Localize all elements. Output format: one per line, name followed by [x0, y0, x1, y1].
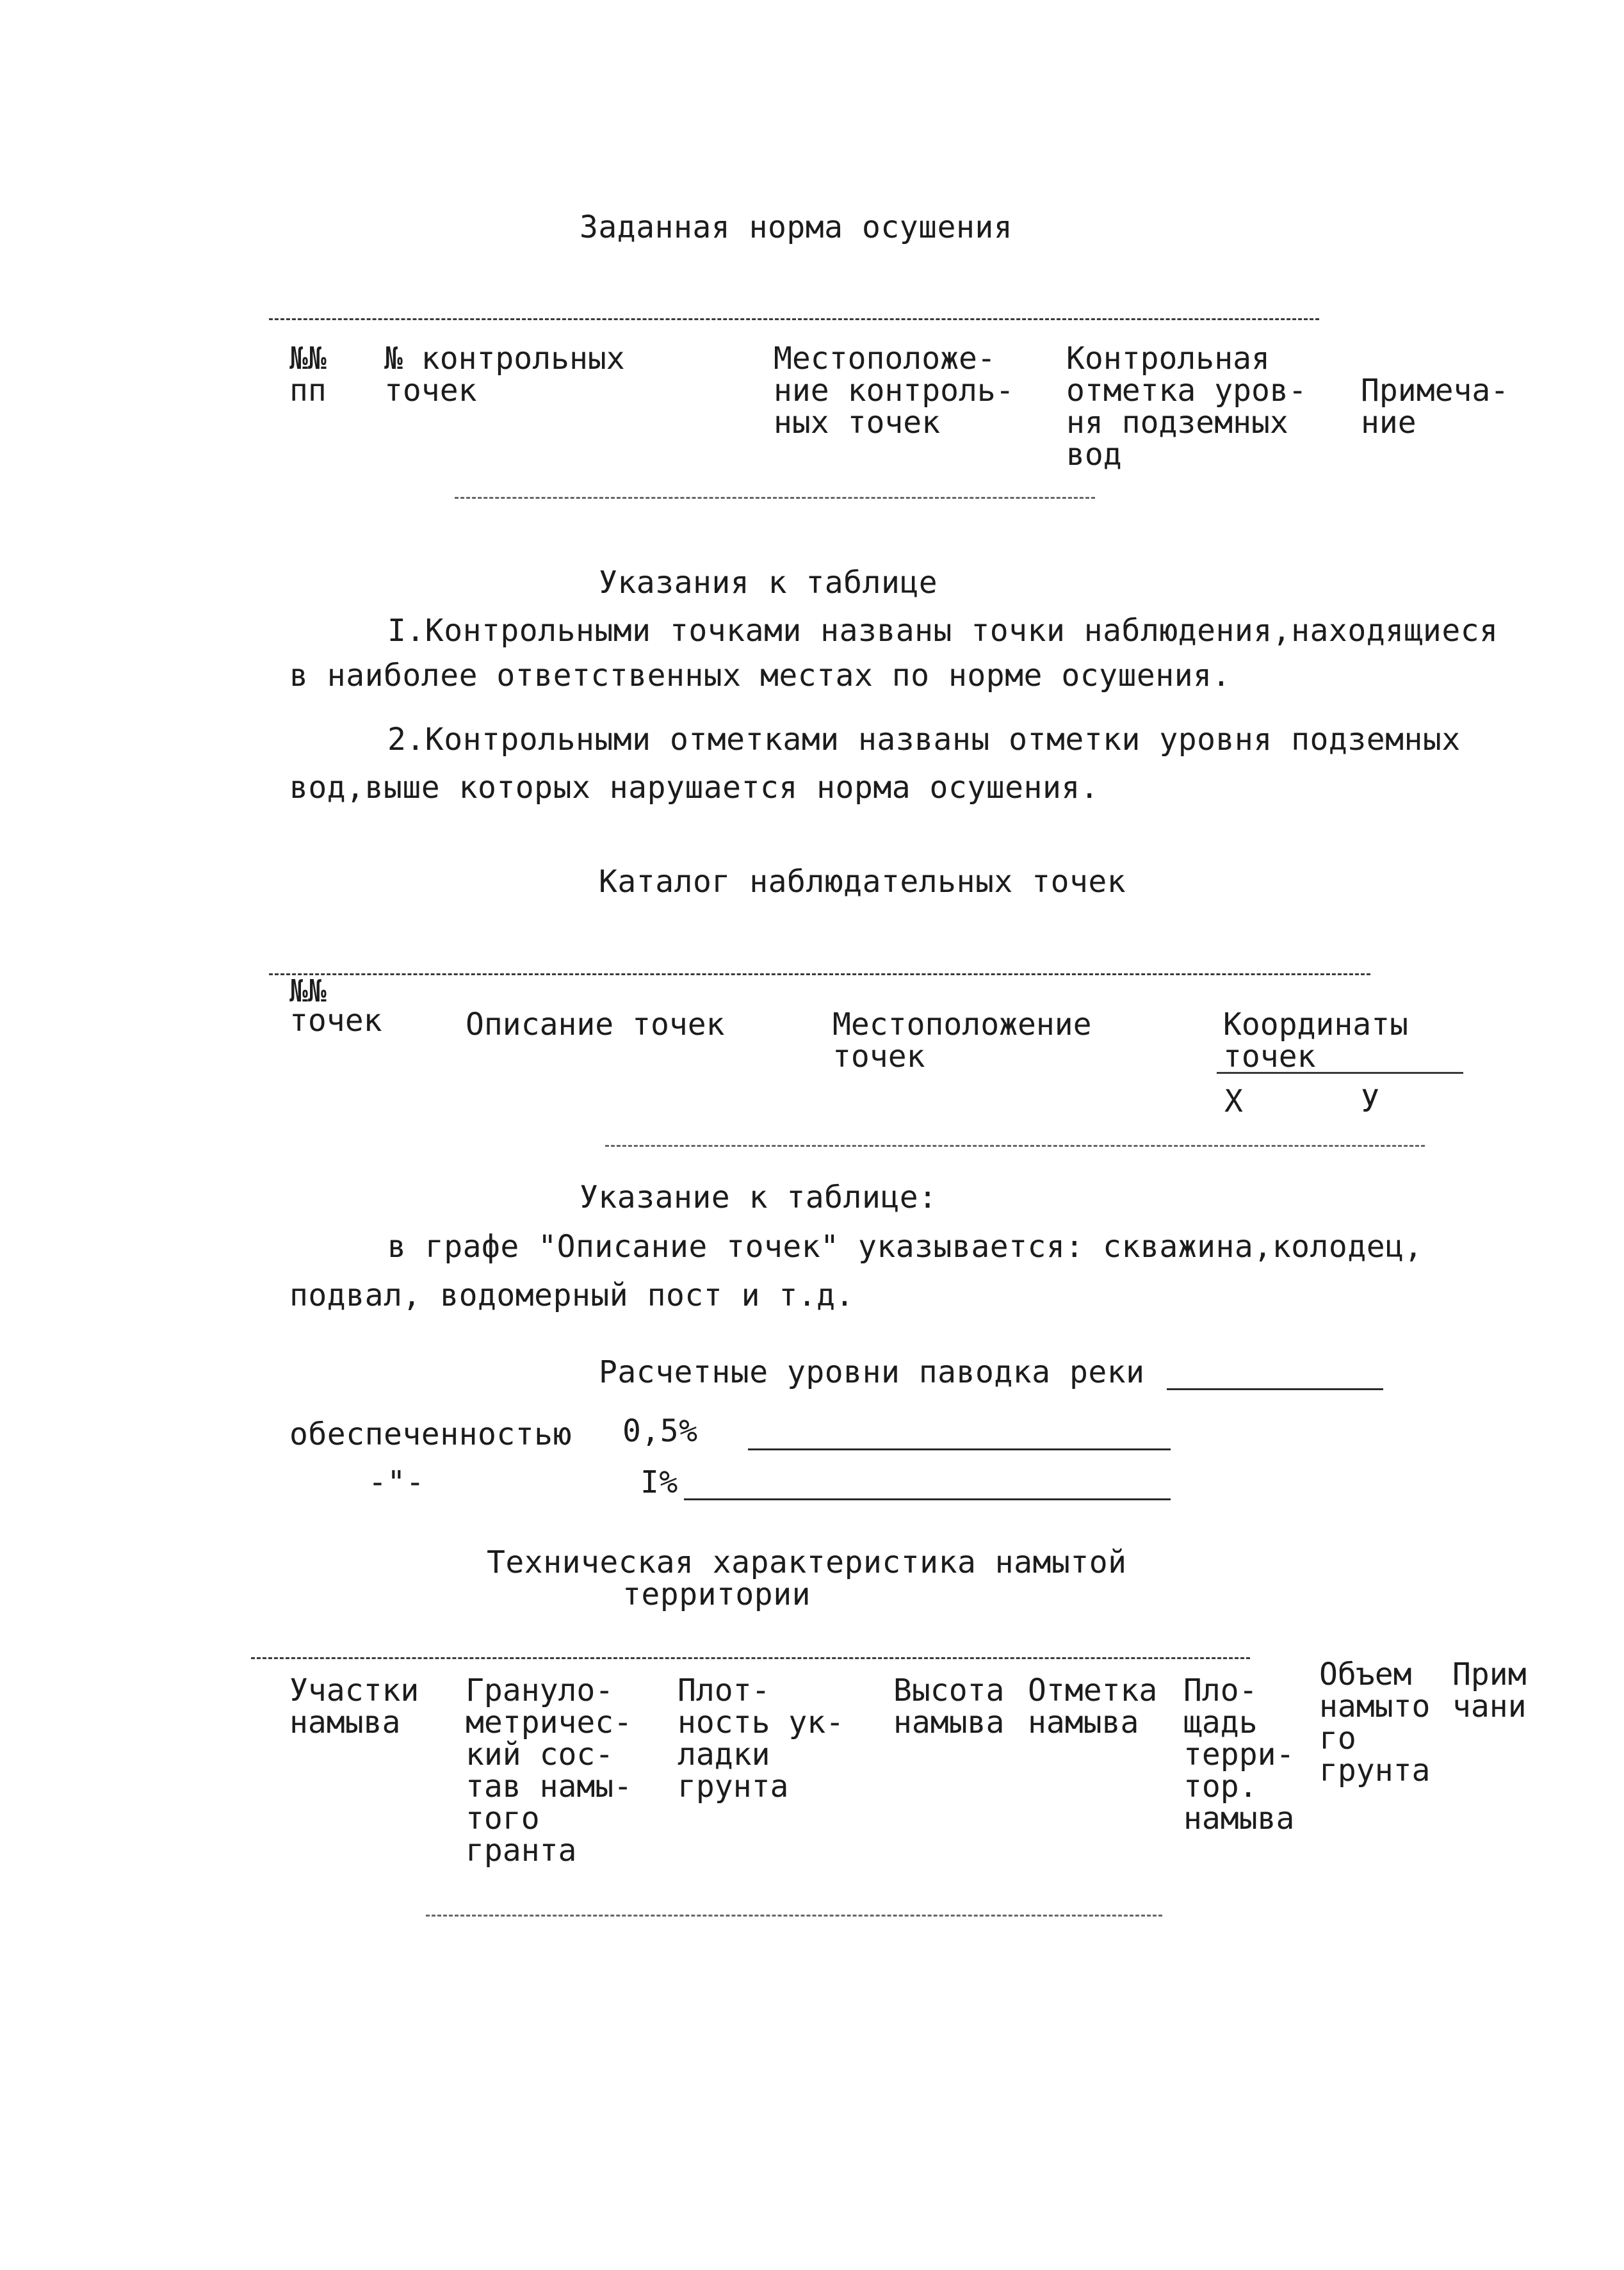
- flood-row1-fill-line: [748, 1448, 1171, 1450]
- table2-subheader-x: X: [1224, 1083, 1244, 1119]
- notes1-item1-line1: I.Контрольными точками названы точки наблюдения,находящиеся: [387, 613, 1498, 649]
- table2-subheader-y: У: [1361, 1083, 1380, 1119]
- notes1-item2-line2: вод,выше которых нарушается норма осушения.: [289, 770, 1100, 806]
- notes2-line1: в графе "Описание точек" указывается: скважина,колодец,: [387, 1229, 1423, 1265]
- table4-header-volume: Объем намыто го грунта: [1319, 1657, 1431, 1788]
- notes2-title: Указание к таблице:: [580, 1180, 938, 1215]
- notes1-item1-line2: в наиболее ответственных местах по норме осушения.: [289, 658, 1231, 693]
- notes1-item2-line1: 2.Контрольными отметками названы отметки уровня подземных: [387, 722, 1461, 758]
- coordinates-underline: [1217, 1072, 1463, 1074]
- flood-row2-value: I%: [640, 1464, 678, 1500]
- table4-header-sections: Участки намыва: [289, 1673, 419, 1740]
- table4-header-height: Высота намыва: [893, 1673, 1005, 1740]
- table4-header-mark: Отметка намыва: [1028, 1673, 1158, 1740]
- table1-header-number: №№ пп: [289, 341, 327, 409]
- section3-title: Расчетные уровни паводка реки: [599, 1354, 1145, 1390]
- table4-top-rule: [251, 1657, 1250, 1659]
- notes2-line2: подвал, водомерный пост и т.д.: [289, 1277, 854, 1313]
- flood-row2-label: -"-: [368, 1464, 425, 1500]
- table1-header-control-level: Контрольная отметка уров- ня подземных вод: [1066, 341, 1307, 473]
- table2-header-location: Местоположение точек: [832, 1007, 1092, 1074]
- table2-bottom-rule: [605, 1145, 1425, 1147]
- table4-header-granulometric: Грануло- метричес- кий сос- тав намы- того гранта: [466, 1673, 633, 1869]
- river-name-fill-line: [1167, 1388, 1383, 1390]
- table1-top-rule: [269, 318, 1319, 320]
- table2-header-description: Описание точек: [466, 1007, 725, 1042]
- table4-bottom-rule: [426, 1915, 1162, 1917]
- notes1-title: Указания к таблице: [599, 565, 938, 601]
- flood-row2-fill-line: [684, 1498, 1171, 1500]
- table4-header-note: Прим чани: [1452, 1658, 1527, 1723]
- section4-title-line1: Техническая характеристика намытой: [487, 1544, 1127, 1580]
- flood-row1-label: обеспеченностью: [289, 1416, 572, 1452]
- table2-header-number: №№ точек: [289, 973, 382, 1039]
- table2-top-rule: [269, 973, 1370, 975]
- flood-row1-value: 0,5%: [622, 1413, 698, 1449]
- table4-header-density: Плот- ность ук- ладки грунта: [678, 1673, 845, 1804]
- table1-header-control-points: № контрольных точек: [384, 341, 625, 409]
- section2-title: Каталог наблюдательных точек: [599, 864, 1126, 900]
- section4-title-line2: территории: [622, 1577, 811, 1612]
- table1-bottom-rule: [455, 497, 1095, 499]
- table4-header-area: Пло- щадь терри- тор. намыва: [1183, 1673, 1295, 1836]
- table1-header-note: Примеча- ние: [1361, 373, 1509, 441]
- table1-header-location: Местоположе- ние контроль- ных точек: [774, 341, 1014, 441]
- section1-title: Заданная норма осушения: [580, 209, 1013, 245]
- table2-header-coordinates: Координаты точек: [1223, 1007, 1408, 1074]
